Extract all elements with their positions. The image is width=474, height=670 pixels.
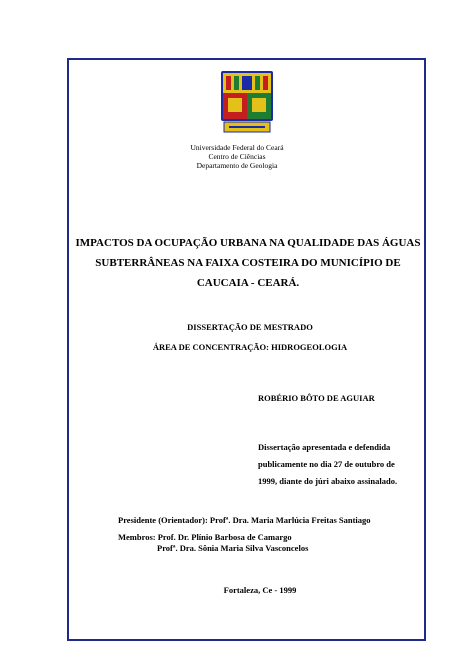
institution-center: Centro de Ciências	[208, 152, 266, 161]
title-line-1: IMPACTOS DA OCUPAÇÃO URBANA NA QUALIDADE DAS ÁGUAS	[75, 237, 421, 249]
defense-note-line-2: publicamente no dia 27 de outubro de	[258, 459, 395, 469]
title-line-3: CAUCAIA - CEARÁ.	[196, 277, 300, 289]
defense-note-line-3: 1999, diante do júri abaixo assinalado.	[258, 476, 398, 486]
committee-president: Presidente (Orientador): Profª. Dra. Maria Marlúcia Freitas Santiago	[118, 515, 371, 525]
degree-type: DISSERTAÇÃO DE MESTRADO	[187, 322, 313, 332]
committee-member-2: Profª. Dra. Sônia Maria Silva Vasconcelos	[157, 543, 309, 553]
author-name: ROBÉRIO BÔTO DE AGUIAR	[258, 393, 375, 403]
committee-member-1: Membros: Prof. Dr. Plínio Barbosa de Camargo	[118, 532, 292, 542]
place-and-year: Fortaleza, Ce - 1999	[223, 585, 297, 595]
institution-name: Universidade Federal do Ceará	[190, 143, 284, 152]
concentration-area: ÁREA DE CONCENTRAÇÃO: HIDROGEOLOGIA	[152, 342, 348, 352]
defense-note-line-1: Dissertação apresentada e defendida	[258, 442, 391, 452]
institution-department: Departamento de Geologia	[196, 161, 278, 170]
university-crest-logo	[220, 70, 274, 136]
title-line-2: SUBTERRÂNEAS NA FAIXA COSTEIRA DO MUNICÍPIO DE	[95, 257, 401, 269]
